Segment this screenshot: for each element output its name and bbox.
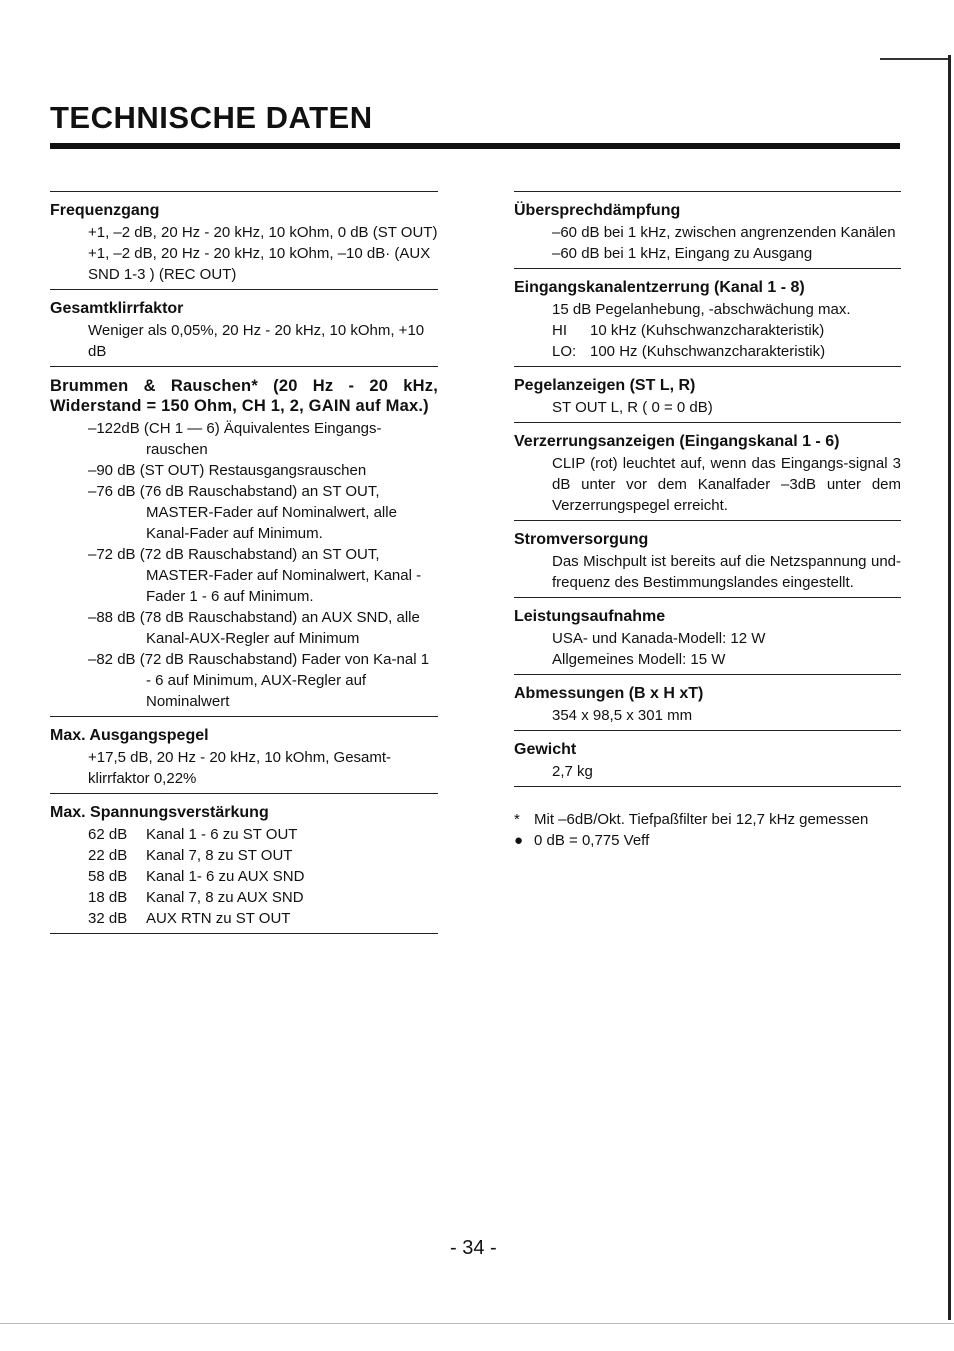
spec-line: –90 dB (ST OUT) Restausgangsrauschen — [88, 462, 367, 479]
spec-line: ST OUT L, R ( 0 = 0 dB) — [552, 399, 713, 416]
section-body — [50, 320, 438, 362]
section-eingangskanalentzerrung — [514, 268, 901, 366]
section-body — [50, 222, 438, 285]
gain-desc: Kanal 7, 8 zu AUX SND — [146, 889, 304, 906]
section-body — [514, 628, 901, 670]
page-edge-top — [880, 58, 950, 60]
section-body — [50, 418, 438, 712]
page-edge-bottom — [0, 1323, 954, 1324]
gain-db: 62 dB — [88, 826, 128, 843]
spec-line: +1, –2 dB, 20 Hz - 20 kHz, 10 kOhm, 0 dB (ST OUT) — [88, 224, 438, 241]
section-uebersprechdaempfung — [514, 191, 901, 268]
gain-db: 22 dB — [88, 847, 128, 864]
section-heading: Stromversorgung — [514, 531, 649, 548]
spec-line: CLIP (rot) leuchtet auf, wenn das Eingangs-signal 3 dB unter vor dem Kanalfader –3dB unter dem Verzerrungspegel erreicht. — [552, 455, 901, 514]
section-frequenzgang — [50, 191, 438, 289]
gain-db: 32 dB — [88, 910, 128, 927]
footnote-text: Mit –6dB/Okt. Tiefpaßfilter bei 12,7 kHz gemessen — [534, 811, 869, 828]
gain-db: 18 dB — [88, 889, 128, 906]
gain-row — [88, 887, 438, 908]
spec-line: –72 dB (72 dB Rauschabstand) an ST OUT, MASTER-Fader auf Nominalwert, Kanal -Fader 1 - 6 auf Minimum. — [88, 546, 422, 605]
section-gewicht — [514, 730, 901, 787]
gain-db: 58 dB — [88, 868, 128, 885]
section-body — [50, 824, 438, 929]
section-body — [514, 761, 901, 782]
bullet-marker: ● — [514, 832, 524, 849]
section-heading: Eingangskanalentzerrung (Kanal 1 - 8) — [514, 279, 805, 296]
gain-desc: Kanal 1 - 6 zu ST OUT — [146, 826, 298, 843]
footnote — [514, 809, 904, 830]
title-rule — [50, 143, 900, 149]
spec-line: Weniger als 0,05%, 20 Hz - 20 kHz, 10 kOhm, +10 dB — [88, 322, 425, 360]
spec-line: +1, –2 dB, 20 Hz - 20 kHz, 10 kOhm, –10 dB· (AUX SND 1-3 ) (REC OUT) — [88, 245, 431, 283]
page-edge-right — [948, 55, 951, 1320]
spec-line: –88 dB (78 dB Rauschabstand) an AUX SND, alle Kanal-AUX-Regler auf Minimum — [88, 609, 420, 647]
gain-desc: AUX RTN zu ST OUT — [146, 910, 291, 927]
section-heading: Gewicht — [514, 741, 577, 758]
section-heading: Verzerrungsanzeigen (Eingangskanal 1 - 6) — [514, 433, 840, 450]
left-column — [50, 191, 438, 934]
gain-row — [88, 824, 438, 845]
section-max-ausgangspegel — [50, 716, 438, 793]
section-body — [514, 551, 901, 593]
section-body — [514, 453, 901, 516]
spec-line: USA- und Kanada-Modell: 12 W — [552, 630, 766, 647]
section-heading: Übersprechdämpfung — [514, 202, 681, 219]
right-column — [514, 191, 901, 787]
page-title: TECHNISCHE DATEN — [50, 100, 373, 135]
spec-line: –76 dB (76 dB Rauschabstand) an ST OUT, MASTER-Fader auf Nominalwert, alle Kanal-Fader auf Minimum. — [88, 483, 397, 542]
section-abmessungen — [514, 674, 901, 730]
section-brummen-rauschen — [50, 366, 438, 716]
section-verzerrungsanzeigen — [514, 422, 901, 520]
asterisk-marker: * — [514, 811, 520, 828]
section-heading: Frequenzgang — [50, 202, 160, 219]
section-pegelanzeigen — [514, 366, 901, 422]
spec-line: 354 x 98,5 x 301 mm — [552, 707, 693, 724]
section-leistungsaufnahme — [514, 597, 901, 674]
section-body — [514, 397, 901, 418]
spec-line: –122dB (CH 1 — 6) Äquivalentes Eingangs-rauschen — [88, 420, 382, 458]
spec-line: Das Mischpult ist bereits auf die Netzspannung und-frequenz des Bestimmungslandes eingestellt. — [552, 553, 901, 591]
spec-line: 15 dB Pegelanhebung, -abschwächung max. — [552, 301, 851, 318]
section-stromversorgung — [514, 520, 901, 597]
section-heading: Max. Spannungsverstärkung — [50, 804, 269, 821]
spec-line: –60 dB bei 1 kHz, Eingang zu Ausgang — [552, 245, 813, 262]
spec-line: 2,7 kg — [552, 763, 593, 780]
gain-row — [88, 845, 438, 866]
footnote-text: 0 dB = 0,775 Veff — [534, 832, 650, 849]
eq-band: HI — [552, 322, 567, 339]
eq-row — [514, 341, 901, 362]
section-body — [514, 299, 901, 320]
spec-line: –60 dB bei 1 kHz, zwischen angrenzenden Kanälen — [552, 224, 896, 241]
section-heading: Max. Ausgangspegel — [50, 727, 209, 744]
section-body — [50, 747, 438, 789]
spec-line: +17,5 dB, 20 Hz - 20 kHz, 10 kOhm, Gesamt-klirrfaktor 0,22% — [88, 749, 392, 787]
section-body — [514, 705, 901, 726]
section-body — [514, 222, 901, 264]
spec-line: Allgemeines Modell: 15 W — [552, 651, 726, 668]
section-heading: Pegelanzeigen (ST L, R) — [514, 377, 696, 394]
section-heading: Abmessungen (B x H xT) — [514, 685, 704, 702]
section-gesamtklirrfaktor — [50, 289, 438, 366]
footnote — [514, 830, 904, 851]
section-heading: Brummen & Rauschen* (20 Hz - 20 kHz, Widerstand = 150 Ohm, CH 1, 2, GAIN auf Max.) — [50, 377, 438, 415]
gain-row — [88, 866, 438, 887]
gain-desc: Kanal 7, 8 zu ST OUT — [146, 847, 293, 864]
eq-desc: 10 kHz (Kuhschwanzcharakteristik) — [590, 322, 825, 339]
eq-band: LO: — [552, 343, 577, 360]
gain-row — [88, 908, 438, 929]
eq-desc: 100 Hz (Kuhschwanzcharakteristik) — [590, 343, 826, 360]
eq-row — [514, 320, 901, 341]
page-number: - 34 - — [450, 1237, 497, 1259]
spec-line: –82 dB (72 dB Rauschabstand) Fader von Ka-nal 1 - 6 auf Minimum, AUX-Regler auf Nominalwert — [88, 651, 430, 710]
gain-desc: Kanal 1- 6 zu AUX SND — [146, 868, 305, 885]
section-heading: Gesamtklirrfaktor — [50, 300, 184, 317]
footnotes — [514, 809, 904, 851]
section-heading: Leistungsaufnahme — [514, 608, 666, 625]
section-max-spannungsverstaerkung — [50, 793, 438, 934]
